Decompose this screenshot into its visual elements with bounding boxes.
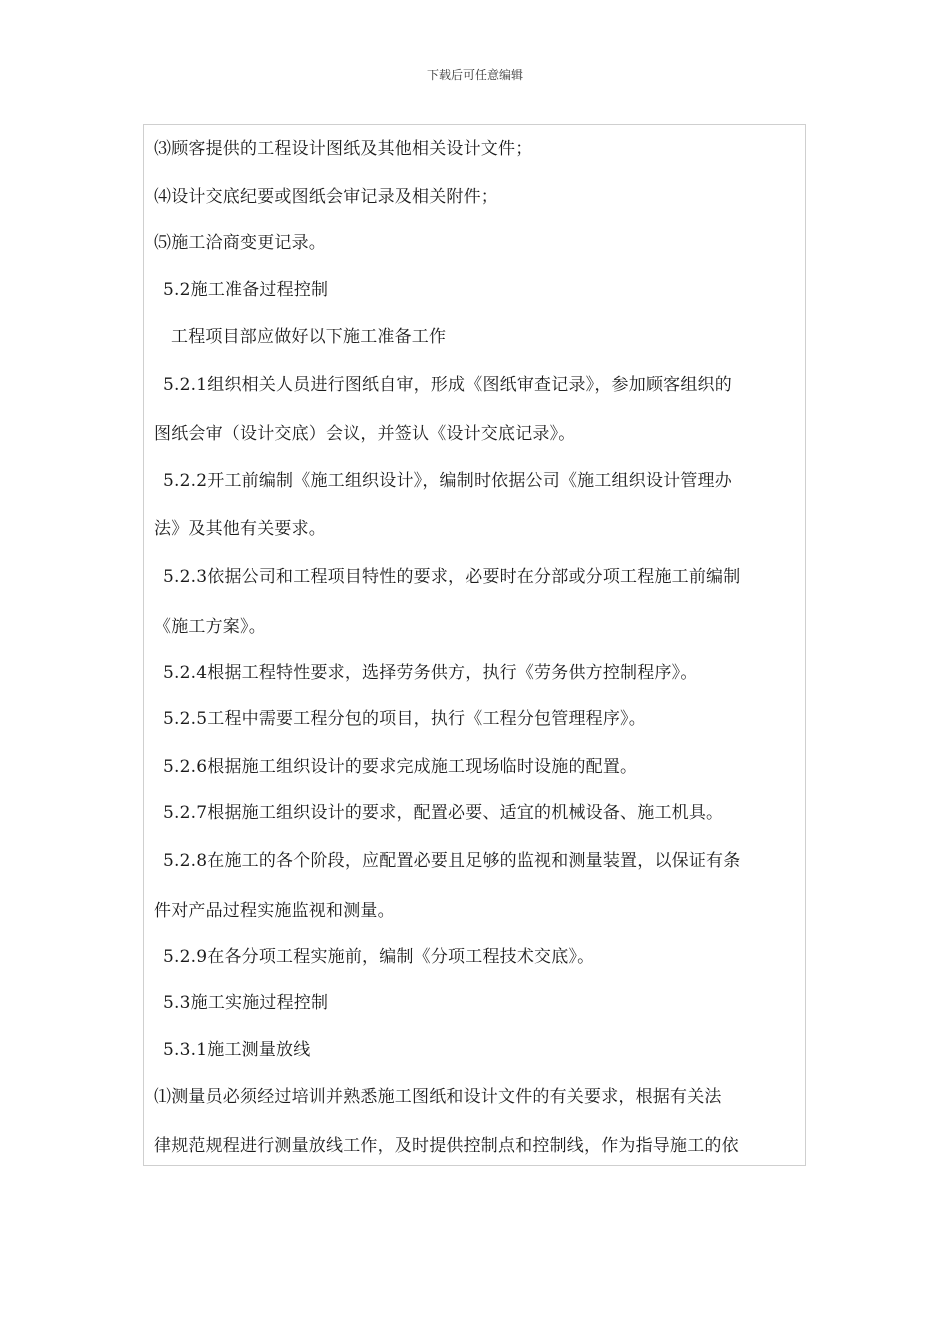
- document-line: 工程项目部应做好以下施工准备工作: [171, 327, 447, 347]
- document-line: 件对产品过程实施监视和测量。: [154, 901, 395, 921]
- document-line: ⑸施工洽商变更记录。: [154, 233, 326, 253]
- document-line: 5.2.3依据公司和工程项目特性的要求，必要时在分部或分项工程施工前编制: [163, 567, 741, 587]
- document-line: 5.2.4根据工程特性要求，选择劳务供方，执行《劳务供方控制程序》。: [163, 663, 698, 683]
- document-line: 5.2.2开工前编制《施工组织设计》，编制时依据公司《施工组织设计管理办: [163, 471, 732, 491]
- section-heading: 5.2施工准备过程控制: [163, 280, 329, 300]
- document-line: 5.2.9在各分项工程实施前，编制《分项工程技术交底》。: [163, 947, 595, 967]
- document-line: 5.2.8在施工的各个阶段，应配置必要且足够的监视和测量装置，以保证有条: [163, 851, 741, 871]
- document-line: 5.2.6根据施工组织设计的要求完成施工现场临时设施的配置。: [163, 757, 638, 777]
- document-line: ⑴测量员必须经过培训并熟悉施工图纸和设计文件的有关要求，根据有关法: [154, 1087, 722, 1107]
- page-header: 下载后可任意编辑: [426, 68, 523, 82]
- document-line: 5.2.1组织相关人员进行图纸自审，形成《图纸审查记录》，参加顾客组织的: [163, 375, 732, 395]
- document-line: ⑷设计交底纪要或图纸会审记录及相关附件；: [154, 187, 498, 207]
- document-line: 5.2.5工程中需要工程分包的项目，执行《工程分包管理程序》。: [163, 709, 646, 729]
- document-line: 律规范规程进行测量放线工作，及时提供控制点和控制线，作为指导施工的依: [154, 1136, 739, 1156]
- document-line: 5.2.7根据施工组织设计的要求，配置必要、适宜的机械设备、施工机具。: [163, 803, 724, 823]
- document-line: ⑶顾客提供的工程设计图纸及其他相关设计文件；: [154, 139, 533, 159]
- document-line: 图纸会审（设计交底）会议，并签认《设计交底记录》。: [154, 424, 576, 444]
- section-heading: 5.3.1施工测量放线: [163, 1040, 311, 1060]
- content-frame: [143, 124, 806, 1166]
- section-heading: 5.3施工实施过程控制: [163, 993, 329, 1013]
- document-line: 《施工方案》。: [154, 617, 266, 637]
- document-line: 法》及其他有关要求。: [154, 519, 326, 539]
